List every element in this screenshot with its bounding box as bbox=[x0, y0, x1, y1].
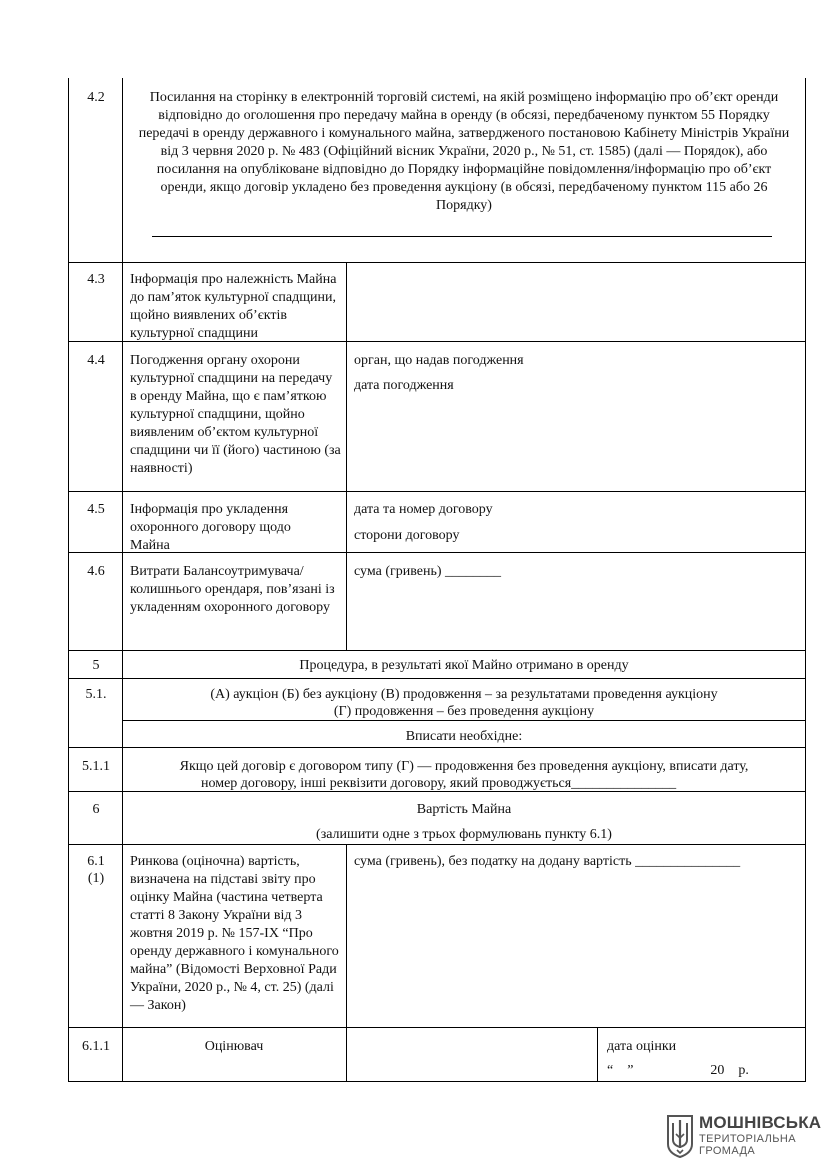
row-number-6: 6 bbox=[92, 802, 100, 817]
row-number-5: 5 bbox=[92, 658, 100, 673]
table-border-bottom bbox=[68, 1081, 806, 1082]
row-5-1-options-line2: (Г) продовження – без проведення аукціону bbox=[333, 704, 595, 719]
row-number-4-3: 4.3 bbox=[87, 272, 105, 287]
trident-emblem-icon bbox=[665, 1114, 695, 1158]
row-5-1-options-line1: (А) аукціон (Б) без аукціону (В) продовження – за результатами проведення аукціону bbox=[210, 687, 718, 702]
row-6-1-value: сума (гривень), без податку на додану вартість _______________ bbox=[354, 854, 741, 869]
row-4-5-value-parties: сторони договору bbox=[354, 528, 460, 543]
row-5-1-1-line1: Якщо цей договір є договором типу (Г) — продовження без проведення аукціону, вписати дату, bbox=[179, 759, 749, 774]
row-number-6-1: 6.1 bbox=[87, 854, 105, 869]
row-4-3-label: Інформація про належність Майна до пам’яток культурної спадщини, щойно виявлених об’єктів культурної спадщини bbox=[130, 272, 337, 341]
row-border bbox=[68, 1027, 806, 1028]
table-divider-label bbox=[346, 262, 347, 650]
row-4-2-text: Посилання на сторінку в електронній торговій системі, на якій розміщено інформацію про об’єкт оренди відповідно до оголошення про передачу майна в оренду (в обсязі, передбаченому пунктом 55 Порядку передачі в оренду державного і комунального майна, затвердженого постановою Кабінету Міністрів України від 3 червня 2020 р. № 483 (Офіційний вісник України, 2020 р., № 51, ст. 1585) (далі — Порядок), або посилання на опубліковане відповідно до Порядку інформаційне повідомлення/інформацію про об’єкт оренди, якщо договір укладено без проведення аукціону (в обсязі, передбаченому пунктом 115 або 26 Порядку) bbox=[138, 90, 790, 213]
row-4-5-label: Інформація про укладення охоронного договору щодо Майна bbox=[130, 502, 291, 553]
row-border bbox=[68, 844, 806, 845]
table-divider-num bbox=[122, 78, 123, 1081]
row-6-1-1-date-line: “ ” 20 р. bbox=[607, 1063, 749, 1078]
row-number-5-1: 5.1. bbox=[85, 687, 107, 702]
row-4-6-value-sum: сума (гривень) ________ bbox=[354, 564, 501, 579]
row-border bbox=[68, 650, 806, 651]
logo-subtitle-1: ТЕРИТОРІАЛЬНА bbox=[699, 1133, 796, 1145]
row-4-4-value-authority: орган, що надав погодження bbox=[354, 353, 524, 368]
logo-title: МОШНІВСЬКА bbox=[699, 1113, 822, 1132]
table-border-left bbox=[68, 78, 69, 1081]
row-4-4-value-date: дата погодження bbox=[354, 378, 454, 393]
table-divider-label-2 bbox=[346, 844, 347, 1081]
row-4-6-label: Витрати Балансоутримувача/колишнього орендаря, пов’язані із укладенням охоронного договору bbox=[130, 564, 335, 615]
row-number-4-4: 4.4 bbox=[87, 353, 105, 368]
row-number-6-1-sub: (1) bbox=[87, 871, 105, 886]
row-number-4-2: 4.2 bbox=[87, 90, 105, 105]
table-border-right bbox=[805, 78, 806, 1081]
row-5-1-1-line2: номер договору, інші реквізити договору, який проводжується_______________ bbox=[201, 776, 677, 791]
row-6-note: (залишити одне з трьох формулювань пункту 6.1) bbox=[316, 827, 612, 842]
row-4-4-label: Погодження органу охорони культурної спадщини на передачу в оренду Майна, що є пам’яткою культурної спадщини, щойно виявленим об’єктом культурної спадщини чи її (його) частиною (за наявності) bbox=[130, 353, 341, 476]
row-number-4-5: 4.5 bbox=[87, 502, 105, 517]
row-border bbox=[68, 678, 806, 679]
logo-subtitle-2: ГРОМАДА bbox=[699, 1145, 756, 1157]
row-6-title: Вартість Майна bbox=[416, 802, 512, 817]
row-border bbox=[68, 747, 806, 748]
row-6-1-1-label: Оцінювач bbox=[204, 1039, 264, 1054]
row-6-1-label: Ринкова (оціночна) вартість, визначена на підставі звіту про оцінку Майна (частина четверта статті 8 Закону України від 3 жовтня 2019 р. № 157-IX “Про оренду державного і комунального майна” (Відомості Верховної Ради України, 2020 р., № 4, ст. 25) (далі — Закон) bbox=[130, 854, 339, 1013]
row-border bbox=[68, 491, 806, 492]
row-number-6-1-1: 6.1.1 bbox=[82, 1039, 110, 1054]
community-logo bbox=[665, 1113, 822, 1160]
row-number-5-1-1: 5.1.1 bbox=[82, 759, 110, 774]
link-fill-line bbox=[152, 236, 772, 237]
row-5-text: Процедура, в результаті якої Майно отримано в оренду bbox=[299, 658, 629, 673]
row-4-5-value-contract: дата та номер договору bbox=[354, 502, 493, 517]
table-divider-date bbox=[597, 1027, 598, 1081]
row-5-1-instruction: Вписати необхідне: bbox=[405, 729, 523, 744]
row-number-4-6: 4.6 bbox=[87, 564, 105, 579]
row-6-1-1-date-label: дата оцінки bbox=[607, 1039, 677, 1054]
row-border bbox=[68, 262, 806, 263]
